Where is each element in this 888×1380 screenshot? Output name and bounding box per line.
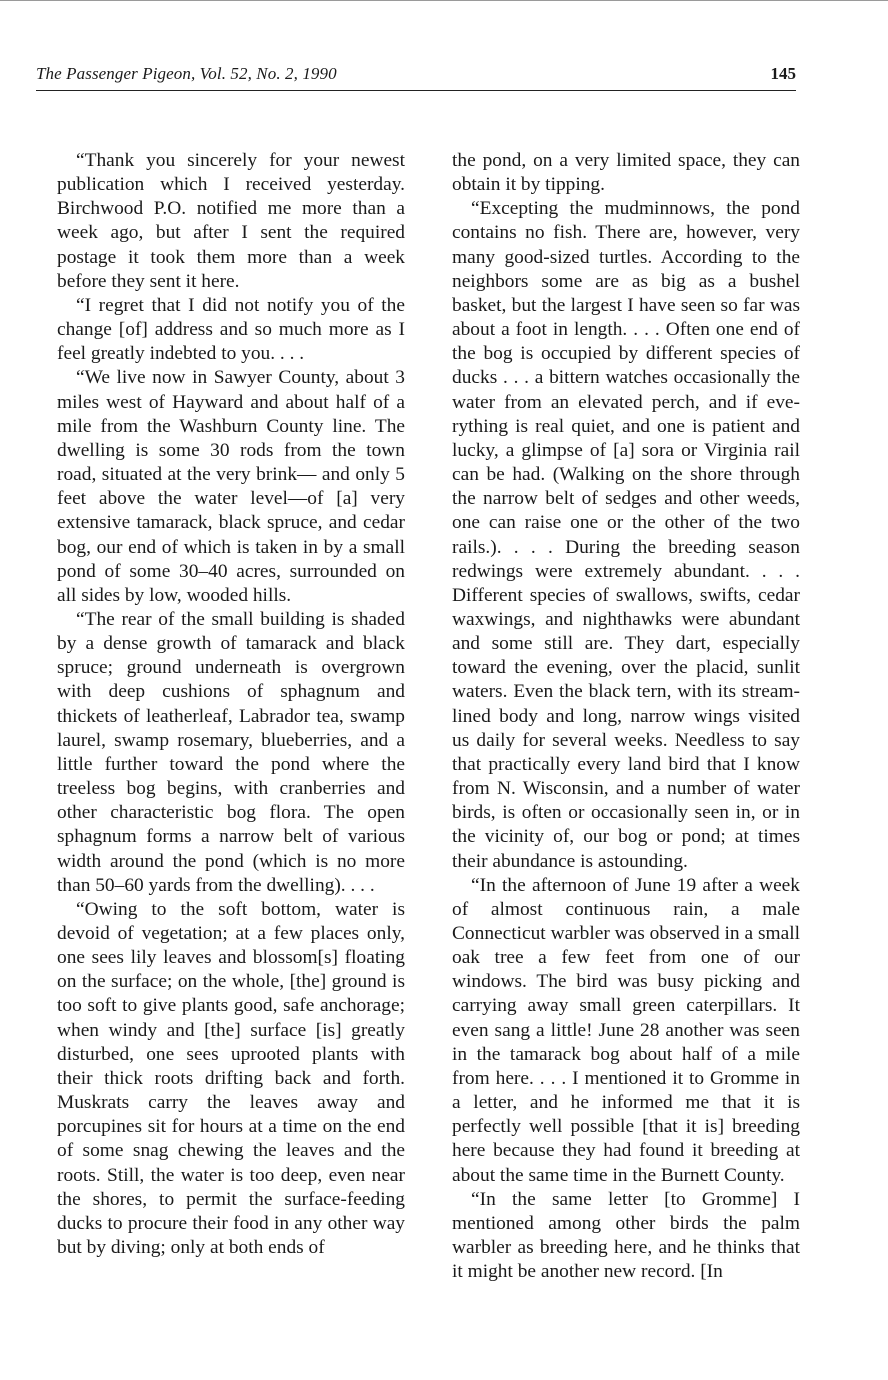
journal-title: The Passenger Pigeon, Vol. 52, No. 2, 1990 <box>36 64 337 83</box>
paragraph-thank-you: “Thank you sincerely for your newest publication which I received yesterday. Birchwood P.O. notified me more than a week ago, but after I sent the required postage it took them more than a week before they sent it here. <box>57 150 405 292</box>
paragraph-sawyer-county: “We live now in Sawyer County, about 3 miles west of Hayward and about half of a mile from the Washburn County line. The dwelling is some 30 rods from the town road, situated at the very brink— and only 5 feet above the water level—of [a] very extensive tamarack, black spruce, and cedar bog, our end of which is taken in by a small pond of some 30–40 acres, surrounded on all sides by low, wooded hills. <box>57 367 405 606</box>
paragraph-mudminnows: “Excepting the mudminnows, the pond contains no fish. There are, however, very many good-sized turtles. According to the neighbors some are as big as a bushel basket, but the largest I have seen so far was about a foot in length. . . . Often one end of the bog is occupied by different species of ducks . . . a bittern watches occasionally the water from an elevated perch, and if everything is real quiet, and one is patient and lucky, a glimpse of [a] sora or Virginia rail can be had. (Walking on the shore through the narrow belt of sedges and other weeds, one can raise one or the other of the two rails.). . . . During the breeding season redwings were extremely abundant. . . . Different species of swallows, swifts, cedar waxwings, and nighthawks were abundant and some still are. They dart, especially toward the evening, over the placid, sunlit waters. Even the black tern, with its stream-lined body and long, narrow wings visited us daily for several weeks. Needless to say that practically every land bird that I know from N. Wisconsin, and a number of water birds, is often or occasionally seen in, or in the vicinity of, our bog or pond; at times their abundance is astounding. <box>452 198 800 872</box>
right-column <box>452 149 800 1284</box>
paragraph-same-letter: “In the same letter [to Gromme] I mentioned among other birds the palm warbler as breeding here, and he thinks that it might be another new record. [In <box>452 1188 800 1283</box>
paragraph-rear-building: “The rear of the small building is shaded by a dense growth of tamarack and black spruce; ground underneath is overgrown with deep cushions of sphagnum and thickets of leatherleaf, Labrador tea, swamp laurel, swamp rosemary, blueberries, and a little further toward the pond where the treeless bog begins, with cranberries and other characteristic bog flora. The open sphagnum forms a narrow belt of various width around the pond (which is no more than 50–60 yards from the dwelling). . . . <box>57 608 405 896</box>
paragraph-regret: “I regret that I did not notify you of the change [of] address and so much more as I feel greatly indebted to you. . . . <box>57 294 405 365</box>
top-rule <box>0 0 888 1</box>
page-number: 145 <box>770 64 796 83</box>
paragraph-june-19: “In the afternoon of June 19 after a week of almost continuous rain, a male Connecticut warbler was observed in a small oak tree a few feet from one of our windows. The bird was busy picking and carrying away small green caterpillars. It even sang a little! June 28 another was seen in the tamarack bog about half of a mile from here. . . . I mentioned it to Gromme in a letter, and he informed me that it is perfectly well possible [that it is] breeding here because they had found it breeding at about the same time in the Burnett County. <box>452 874 800 1186</box>
running-header <box>36 62 796 91</box>
paragraph-continuation: the pond, on a very limited space, they can obtain it by tipping. <box>452 150 800 196</box>
left-column <box>57 149 405 1260</box>
paragraph-soft-bottom: “Owing to the soft bottom, water is devoid of vegetation; at a few places only, one sees lily leaves and blossom[s] floating on the surface; on the whole, [the] ground is too soft to give plants good, safe anchorage; when windy and [the] surface [is] greatly disturbed, one sees uprooted plants with their thick roots drifting back and forth. Muskrats carry the leaves away and porcupines sit for hours at a time on the end of some snag chewing the leaves and the roots. Still, the water is too deep, even near the shores, to permit the surface-feeding ducks to procure their food in any other way but by diving; only at both ends of <box>57 898 405 1259</box>
